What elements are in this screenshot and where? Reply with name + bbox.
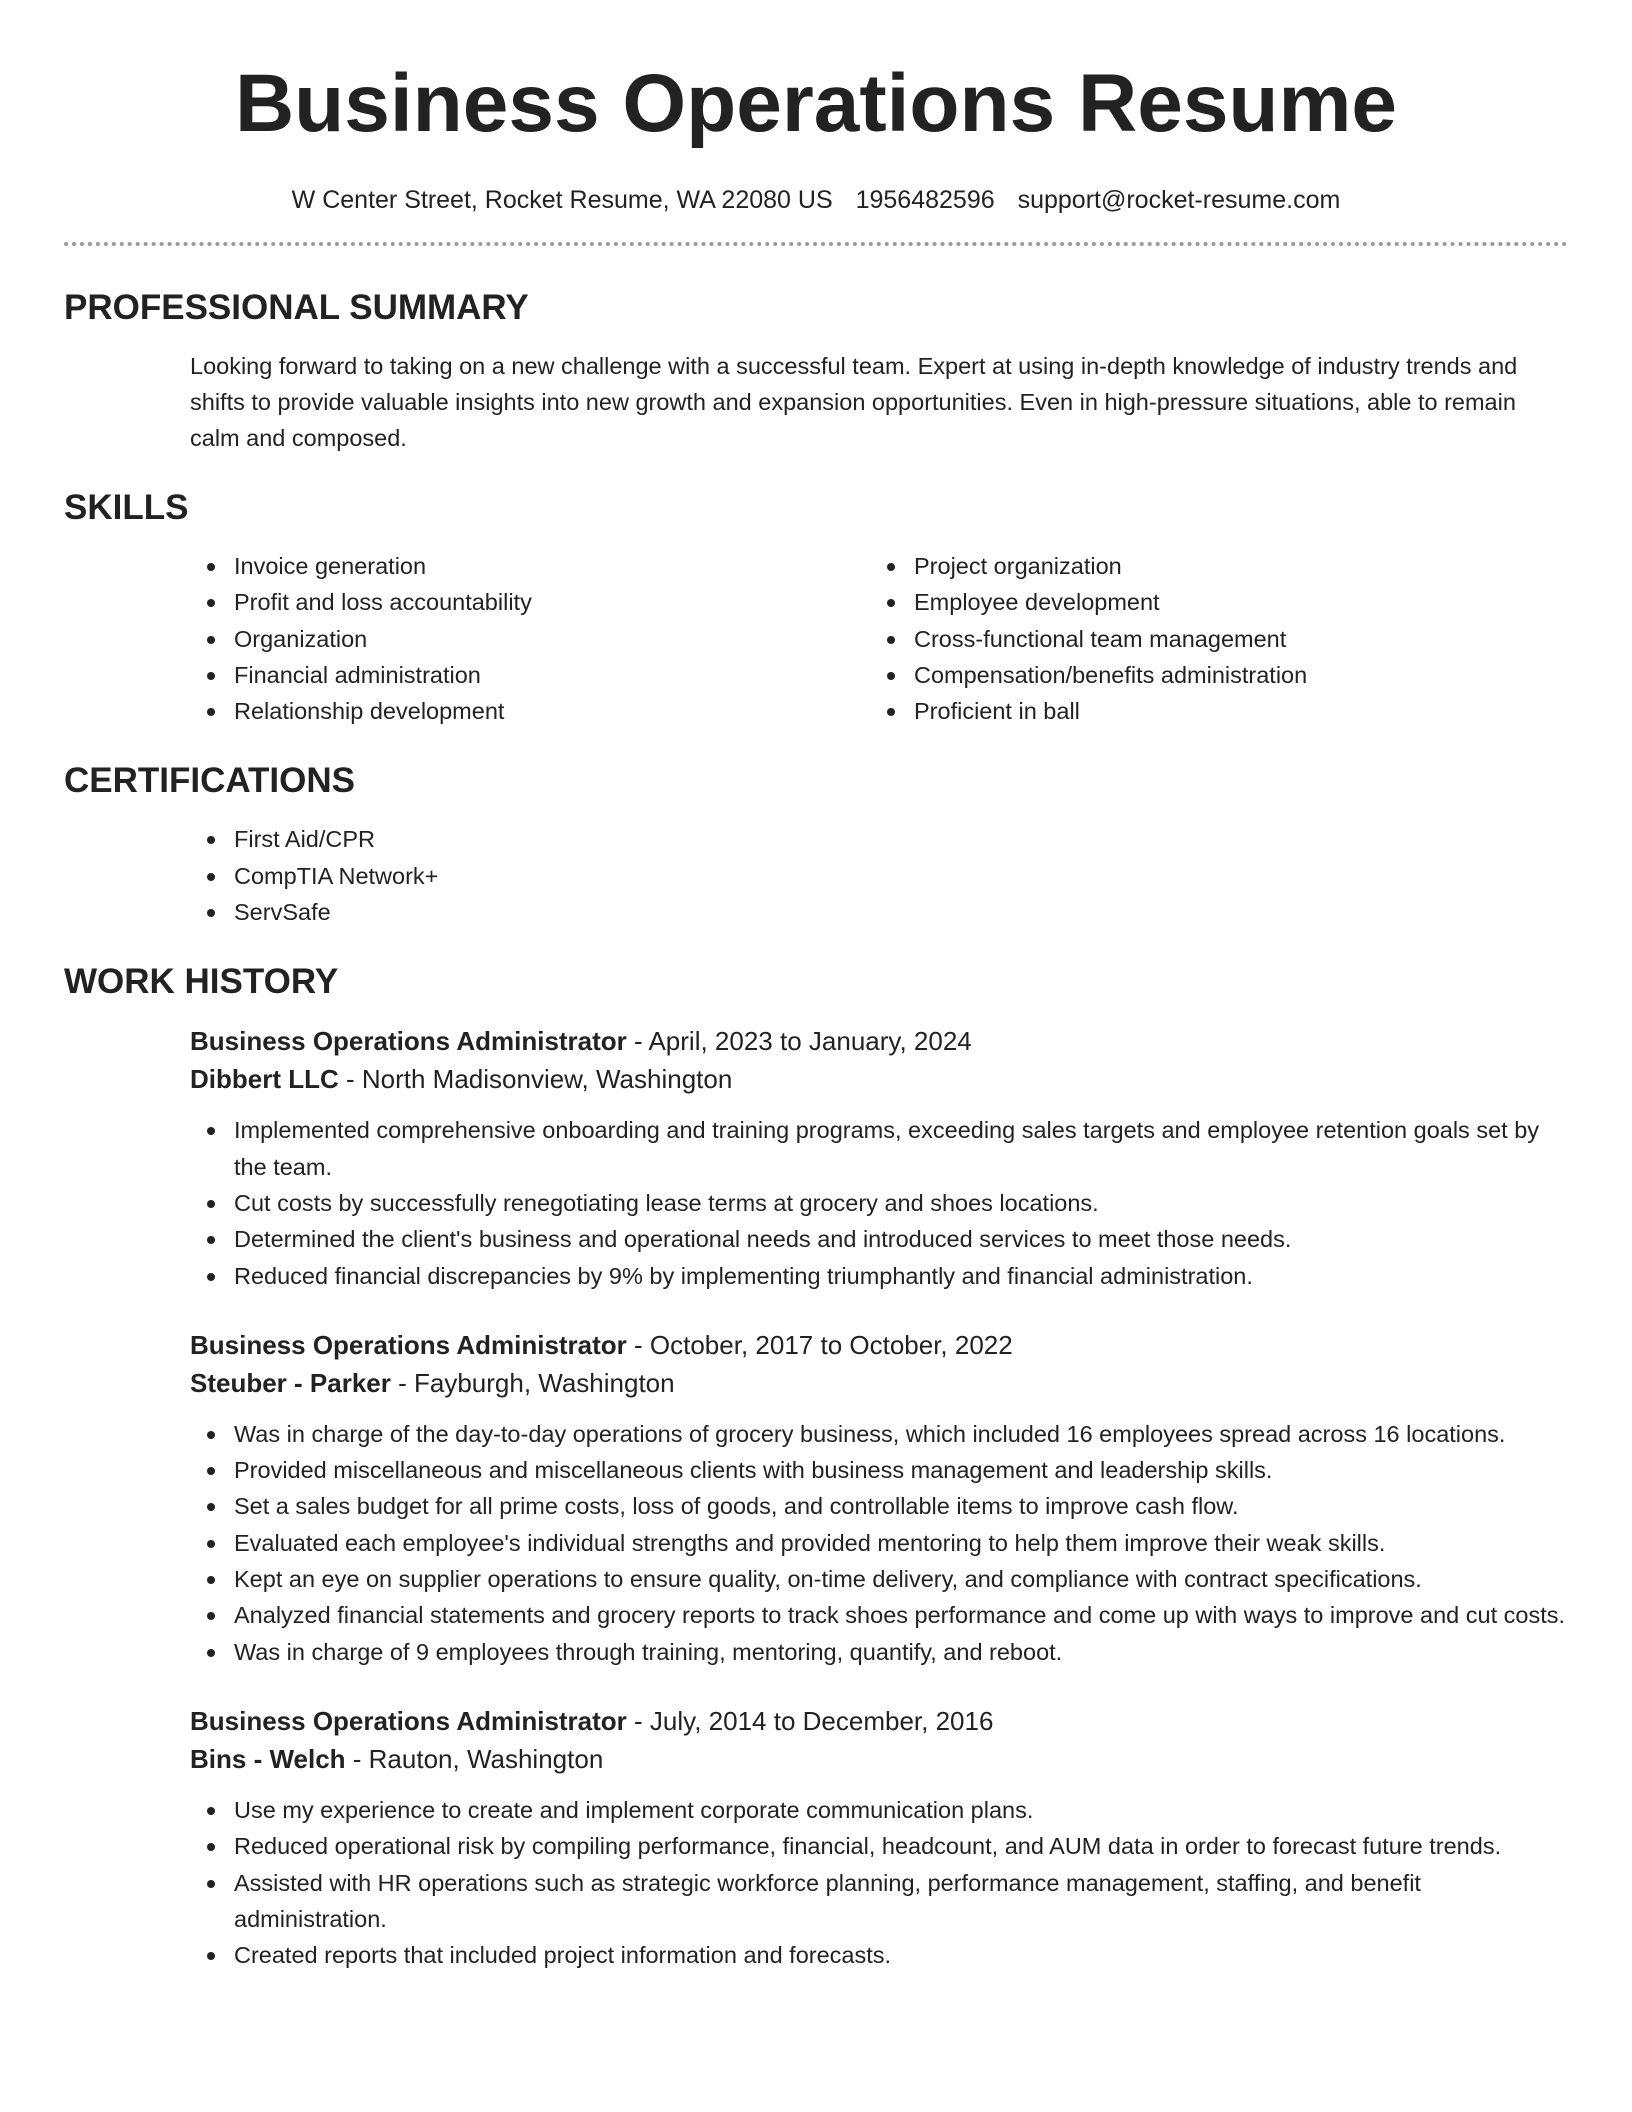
job-bullet: Analyzed financial statements and grocery reports to track shoes performance and come up with ways to improve and cut costs. bbox=[190, 1597, 1568, 1633]
job-company: Bins - Welch bbox=[190, 1743, 346, 1774]
job-role: Business Operations Administrator bbox=[190, 1705, 627, 1736]
job-company-line bbox=[190, 1364, 1568, 1402]
job-bullet: Cut costs by successfully renegotiating lease terms at grocery and shoes locations. bbox=[190, 1185, 1568, 1221]
job-bullet: Created reports that included project information and forecasts. bbox=[190, 1937, 1568, 1973]
job-role: Business Operations Administrator bbox=[190, 1329, 627, 1360]
skill-item: Cross-functional team management bbox=[870, 621, 1550, 657]
job-bullet: Reduced operational risk by compiling performance, financial, headcount, and AUM data in order to forecast future trends. bbox=[190, 1828, 1568, 1864]
job-company-line bbox=[190, 1060, 1568, 1098]
work-history-heading: WORK HISTORY bbox=[64, 962, 339, 1002]
job-bullets bbox=[190, 1112, 1568, 1293]
job-title-line bbox=[190, 1022, 1568, 1060]
job-bullets bbox=[190, 1792, 1568, 1973]
job-location: - North Madisonview, Washington bbox=[338, 1064, 733, 1095]
contact-line bbox=[64, 184, 1568, 216]
job-dates: - July, 2014 to December, 2016 bbox=[626, 1705, 994, 1736]
job-title-line bbox=[190, 1326, 1568, 1364]
job-bullet: Use my experience to create and implement corporate communication plans. bbox=[190, 1792, 1568, 1828]
job-bullet: Assisted with HR operations such as strategic workforce planning, performance management, staffing, and benefit administration. bbox=[190, 1865, 1568, 1938]
job-bullet: Was in charge of 9 employees through training, mentoring, quantify, and reboot. bbox=[190, 1634, 1568, 1670]
job-entry bbox=[190, 1702, 1568, 1973]
job-location: - Rauton, Washington bbox=[345, 1743, 604, 1774]
job-bullet: Kept an eye on supplier operations to ensure quality, on-time delivery, and compliance with contract specifications. bbox=[190, 1561, 1568, 1597]
certifications-list bbox=[190, 821, 1568, 930]
job-company: Steuber - Parker bbox=[190, 1367, 391, 1398]
certification-item: ServSafe bbox=[190, 894, 1568, 930]
job-dates: - October, 2017 to October, 2022 bbox=[626, 1329, 1013, 1360]
skill-item: Organization bbox=[190, 621, 870, 657]
certification-item: CompTIA Network+ bbox=[190, 858, 1568, 894]
contact-phone: 1956482596 bbox=[855, 186, 995, 214]
job-bullet: Was in charge of the day-to-day operations of grocery business, which included 16 employees spread across 16 locations. bbox=[190, 1416, 1568, 1452]
job-title-line bbox=[190, 1702, 1568, 1740]
certification-item: First Aid/CPR bbox=[190, 821, 1568, 857]
job-bullet: Determined the client's business and operational needs and introduced services to meet those needs. bbox=[190, 1221, 1568, 1257]
skills-columns bbox=[190, 548, 1568, 729]
resume-title: Business Operations Resume bbox=[234, 58, 1398, 149]
skill-item: Employee development bbox=[870, 584, 1550, 620]
job-bullets bbox=[190, 1416, 1568, 1670]
summary-heading: PROFESSIONAL SUMMARY bbox=[64, 288, 529, 327]
skill-item: Proficient in ball bbox=[870, 693, 1550, 729]
skill-item: Relationship development bbox=[190, 693, 870, 729]
skill-item: Compensation/benefits administration bbox=[870, 657, 1550, 693]
skills-list-left bbox=[190, 548, 870, 729]
job-bullet: Reduced financial discrepancies by 9% by implementing triumphantly and financial administration. bbox=[190, 1258, 1568, 1294]
skill-item: Invoice generation bbox=[190, 548, 870, 584]
job-bullet: Set a sales budget for all prime costs, loss of goods, and controllable items to improve cash flow. bbox=[190, 1488, 1568, 1524]
job-role: Business Operations Administrator bbox=[190, 1026, 627, 1057]
contact-address: W Center Street, Rocket Resume, WA 22080 US bbox=[291, 186, 833, 214]
job-company-line bbox=[190, 1740, 1568, 1778]
summary-text: Looking forward to taking on a new challenge with a successful team. Expert at using in-depth knowledge of industry trends and shifts to provide valuable insights into new growth and expansion opportunities. Even in high-pressure situations, able to remain calm and composed. bbox=[190, 353, 1518, 451]
job-entry bbox=[190, 1022, 1568, 1293]
job-bullet: Implemented comprehensive onboarding and training programs, exceeding sales targets and employee retention goals set by the team. bbox=[190, 1112, 1568, 1185]
skills-list-right bbox=[870, 548, 1550, 729]
job-bullet: Evaluated each employee's individual strengths and provided mentoring to help them improve their weak skills. bbox=[190, 1525, 1568, 1561]
skill-item: Profit and loss accountability bbox=[190, 584, 870, 620]
job-company: Dibbert LLC bbox=[190, 1064, 339, 1095]
job-location: - Fayburgh, Washington bbox=[390, 1367, 675, 1398]
job-entry bbox=[190, 1326, 1568, 1670]
skills-heading: SKILLS bbox=[64, 488, 189, 527]
header-divider bbox=[64, 242, 1568, 246]
job-bullet: Provided miscellaneous and miscellaneous clients with business management and leadership skills. bbox=[190, 1452, 1568, 1488]
job-dates: - April, 2023 to January, 2024 bbox=[626, 1026, 972, 1057]
certifications-heading: CERTIFICATIONS bbox=[64, 761, 356, 801]
skill-item: Financial administration bbox=[190, 657, 870, 693]
contact-email: support@rocket-resume.com bbox=[1017, 186, 1341, 214]
skill-item: Project organization bbox=[870, 548, 1550, 584]
